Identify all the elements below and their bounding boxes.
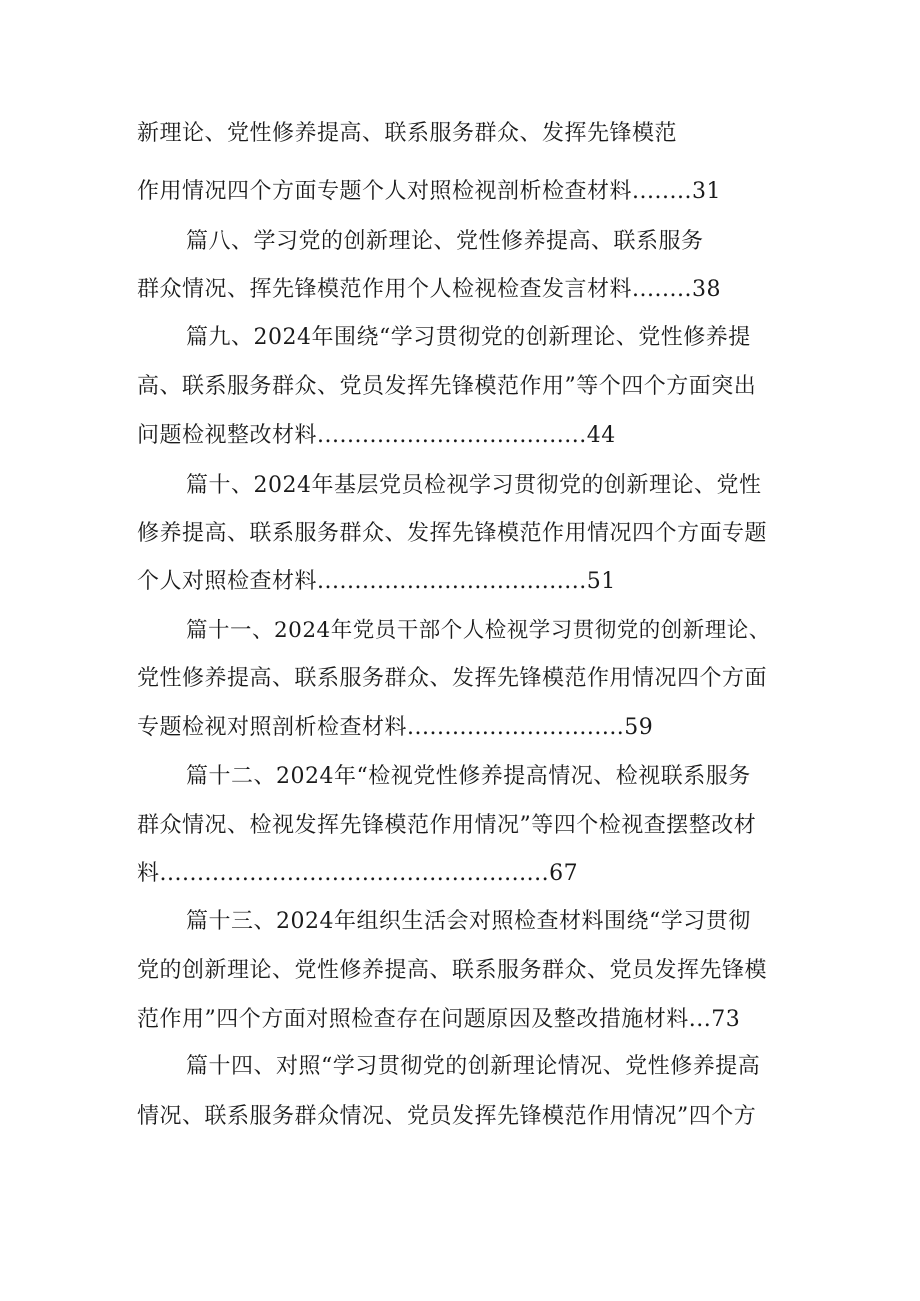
toc-entry-9-line: 篇九、2024年围绕“学习贯彻党的创新理论、党性修养提 xyxy=(186,325,751,350)
toc-entry-8-line: 篇八、学习党的创新理论、党性修养提高、联系服务 xyxy=(186,229,704,254)
toc-line: 专题检视对照剖析检查材料.............................59 xyxy=(137,715,654,740)
toc-entry-14-line: 篇十四、对照“学习贯彻党的创新理论情况、党性修养提高 xyxy=(186,1054,761,1079)
toc-line: 范作用”四个方面对照检查存在问题原因及整改措施材料...73 xyxy=(137,1007,741,1032)
toc-line: 群众情况、检视发挥先锋模范作用情况”等四个检视查摆整改材 xyxy=(137,813,757,838)
toc-line: 高、联系服务群众、党员发挥先锋模范作用”等个四个方面突出 xyxy=(137,374,757,399)
toc-line: 党性修养提高、联系服务群众、发挥先锋模范作用情况四个方面 xyxy=(137,666,768,691)
toc-line: 问题检视整改材料....................................44 xyxy=(137,423,616,448)
toc-line: 新理论、党性修养提高、联系服务群众、发挥先锋模范 xyxy=(137,121,678,146)
toc-line: 党的创新理论、党性修养提高、联系服务群众、党员发挥先锋模 xyxy=(137,958,768,983)
toc-line: 群众情况、挥先锋模范作用个人检视检查发言材料........38 xyxy=(137,277,721,302)
toc-line: 情况、联系服务群众情况、党员发挥先锋模范作用情况”四个方 xyxy=(137,1104,757,1129)
toc-line: 料....................................................67 xyxy=(137,861,579,886)
toc-entry-12-line: 篇十二、2024年“检视党性修养提高情况、检视联系服务 xyxy=(186,764,751,789)
toc-line: 个人对照检查材料....................................51 xyxy=(137,569,616,594)
toc-entry-10-line: 篇十、2024年基层党员检视学习贯彻党的创新理论、党性 xyxy=(186,473,762,498)
toc-entry-11-line: 篇十一、2024年党员干部个人检视学习贯彻党的创新理论、 xyxy=(186,618,771,643)
toc-line: 修养提高、联系服务群众、发挥先锋模范作用情况四个方面专题 xyxy=(137,521,768,546)
toc-line: 作用情况四个方面专题个人对照检视剖析检查材料........31 xyxy=(137,179,721,204)
toc-entry-13-line: 篇十三、2024年组织生活会对照检查材料围绕“学习贯彻 xyxy=(186,909,751,934)
